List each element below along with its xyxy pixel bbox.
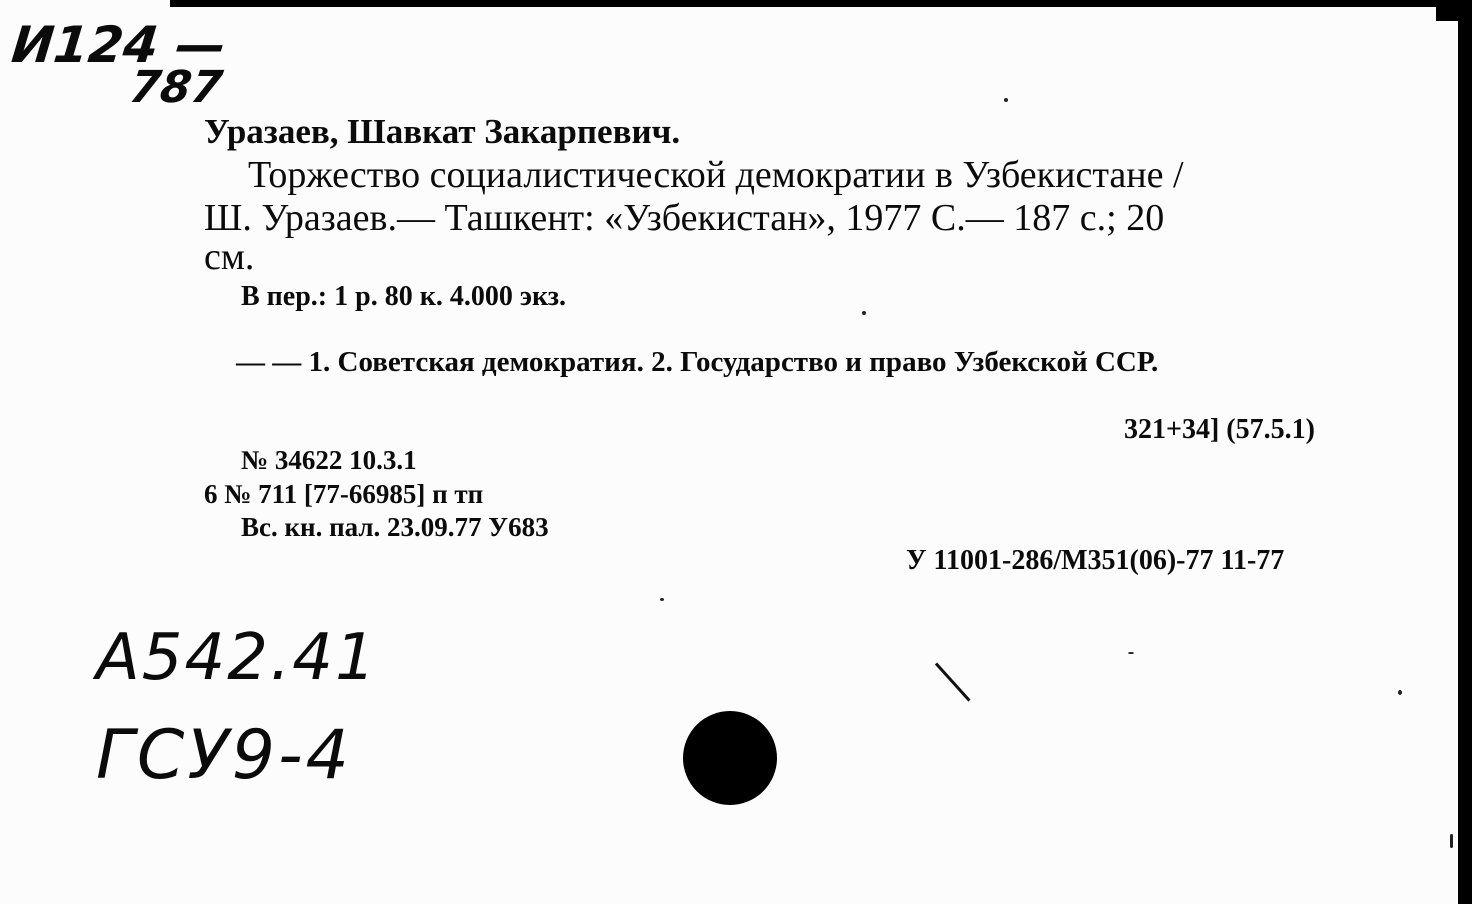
handwritten-shelf-mark: ГСУ9-4 [96, 716, 352, 795]
punch-hole [683, 711, 777, 805]
scan-speck [862, 311, 866, 315]
scan-speck [1128, 652, 1134, 654]
handwritten-shelf-mark: A542.41 [96, 621, 378, 695]
scan-edge-right [1458, 0, 1472, 904]
scan-edge-corner [1436, 7, 1458, 21]
title-line: Ш. Уразаев.— Ташкент: «Узбекистан», 1977 С.— 187 с.; 20 [204, 197, 1165, 239]
title-line: Торжество социалистической демократии в Узбекистане / [248, 154, 1184, 196]
scan-speck [1004, 98, 1008, 102]
title-line: см. [204, 236, 255, 278]
scan-speck [1398, 690, 1402, 695]
scan-edge-top [170, 0, 1472, 7]
classification-index: 321+34] (57.5.1) [1124, 414, 1315, 445]
author-heading: Уразаев, Шавкат Закарпевич. [204, 112, 681, 151]
price-line: В пер.: 1 р. 80 к. 4.000 экз. [241, 281, 566, 312]
record-line: 6 № 711 [77-66985] п тп [204, 479, 484, 509]
record-line: Вс. кн. пал. 23.09.77 У683 [241, 512, 549, 542]
pen-mark [935, 662, 971, 701]
subject-headings: — — 1. Советская демократия. 2. Государство и право Узбекской ССР. [236, 346, 1159, 378]
handwritten-call-number: И124 — [8, 16, 229, 74]
record-line: № 34622 10.3.1 [241, 445, 417, 475]
scan-speck [1450, 834, 1453, 848]
scan-speck [660, 598, 664, 601]
catalog-code: У 11001-286/М351(06)-77 11-77 [906, 545, 1285, 576]
handwritten-call-number-sub: 787 [126, 62, 226, 113]
